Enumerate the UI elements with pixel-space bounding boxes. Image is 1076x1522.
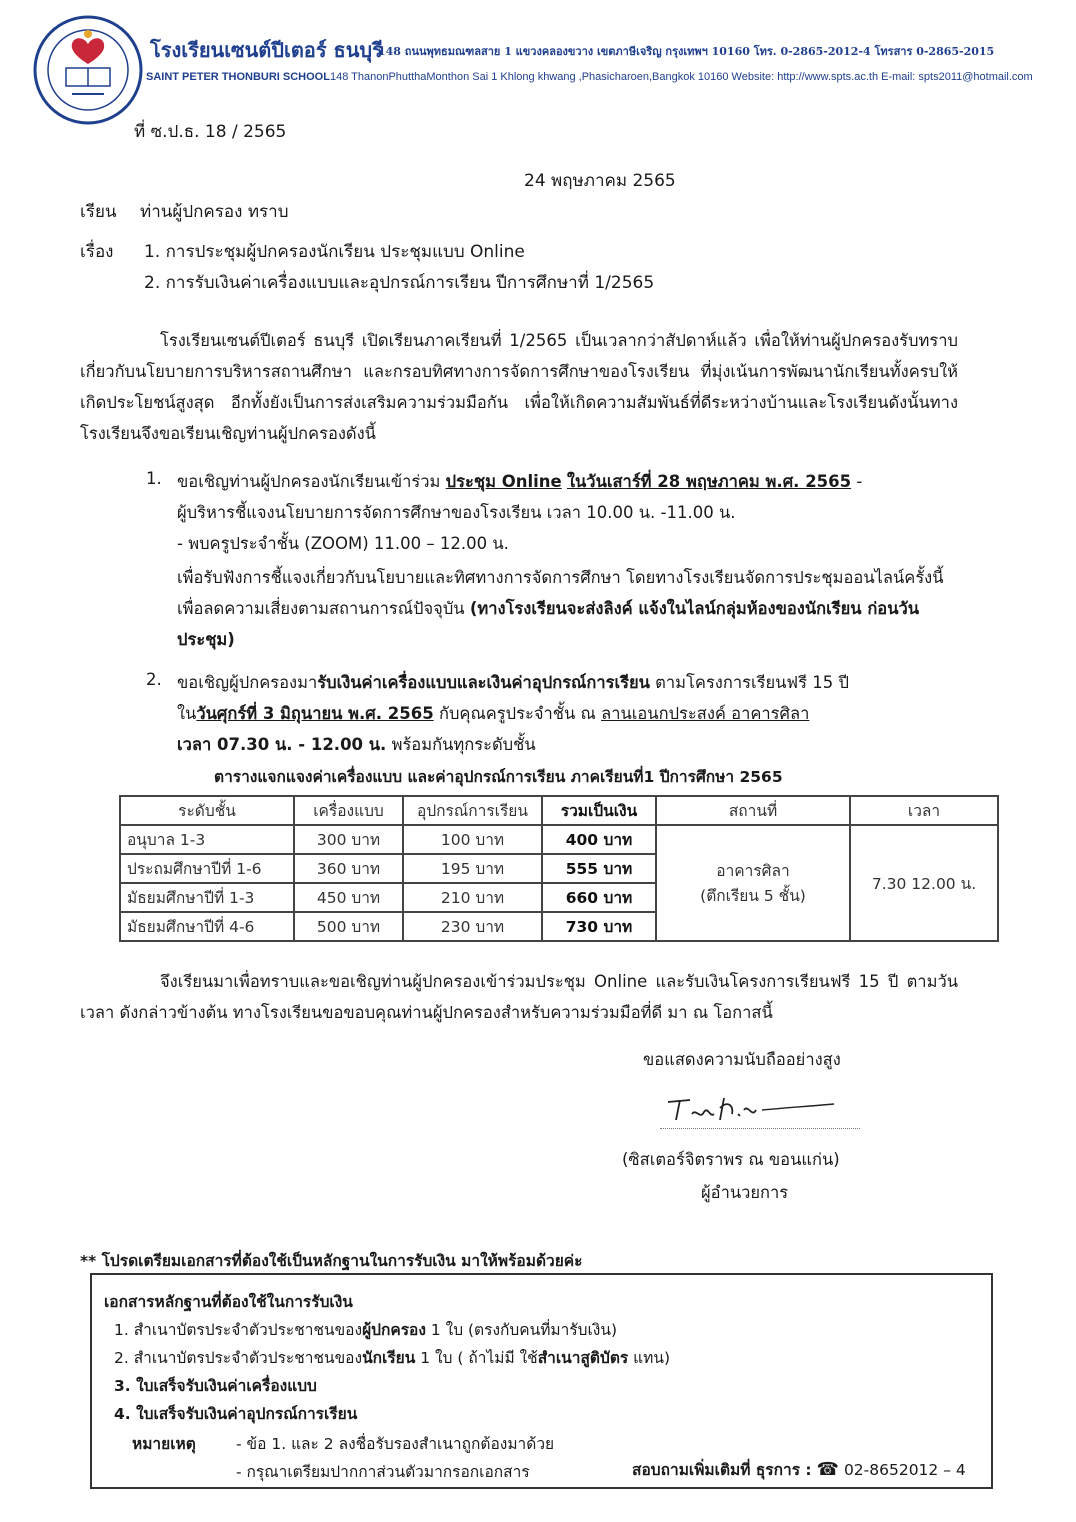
subject-label: เรื่อง [80,242,114,262]
table-header-row [120,796,998,825]
documents-box [90,1273,993,1489]
item1-text: ขอเชิญท่านผู้ปกครองนักเรียนเข้าร่วม [177,472,446,491]
to-label: เรียน [80,202,117,222]
contact-label: สอบถามเพิ่มเติมที่ ธุรการ : [632,1461,812,1479]
header-level: ระดับชั้น [120,796,294,825]
letter-ref: ที่ ซ.ป.ธ. 18 / 2565 [134,122,287,142]
item1-number: 1. [146,469,162,488]
item1-line5: เพื่อลดความเสี่ยงตามสถานการณ์ปัจจุบัน (ทางโรงเรียนจะส่งลิงค์ แจ้งในไลน์กลุ่มห้องของนักเรียน ก่อนวันประชุม) [177,599,920,649]
school-address-en: 148 ThanonPhutthaMonthon Sai 1 Khlong khwang ,Phasicharoen,Bangkok 10160 Website: http://www.spts.ac.th E-mail: spts2011@hotmail.com [329,71,1033,83]
table-row: ประถมศึกษาปีที่ 1-6 360 บาท 195 บาท 555 บาท [120,854,998,883]
item2-place: ลานเอนกประสงค์ อาคารศิลา [601,704,810,723]
time-cell: 7.30 12.00 น. [850,825,998,941]
subject-2: 2. การรับเงินค่าเครื่องแบบและอุปกรณ์การเรียน ปีการศึกษาที่ 1/2565 [144,273,655,293]
signature-line [660,1128,860,1129]
to-value: ท่านผู้ปกครอง ทราบ [140,202,289,222]
item1-line3: - พบครูประจำชั้น (ZOOM) 11.00 – 12.00 น. [177,534,509,553]
item2-number: 2. [146,670,162,689]
fees-table [119,795,999,942]
header-place: สถานที่ [656,796,850,825]
document-item-1: 1. สำเนาบัตรประจำตัวประชาชนของผู้ปกครอง 1 ใบ (ตรงกับคนที่มารับเงิน) [114,1321,618,1339]
phone-icon: ☎ [816,1459,839,1480]
contact-phone: 02-8652012 – 4 [843,1461,966,1479]
item2-time: เวลา 07.30 น. - 12.00 น. [177,735,387,754]
place-cell: อาคารศิลา (ตึกเรียน 5 ชั้น) [656,825,850,941]
item2-line1: ขอเชิญผู้ปกครองมารับเงินค่าเครื่องแบบและเงินค่าอุปกรณ์การเรียน ตามโครงการเรียนฟรี 15 ปี [177,673,849,692]
school-name-th: โรงเรียนเซนต์ปีเตอร์ ธนบุรี [150,38,383,62]
signer-title: ผู้อำนวยการ [701,1183,789,1202]
contact-info [632,1457,966,1482]
note-2: - กรุณาเตรียมปากกาส่วนตัวมากรอกเอกสาร [236,1463,530,1481]
item2-date: วันศุกร์ที่ 3 มิถุนายน พ.ศ. 2565 [196,704,434,723]
letter-date: 24 พฤษภาคม 2565 [524,171,676,191]
item1-meeting-date: ในวันเสาร์ที่ 28 พฤษภาคม พ.ศ. 2565 [566,472,852,491]
closing-text: จึงเรียนมาเพื่อทราบและขอเชิญท่านผู้ปกครองเข้าร่วมประชุม Online และรับเงินโครงการเรียนฟรี 15 ปี ตามวันเวลา ดังกล่าวข้างต้น ทางโรงเรียนขอขอบคุณท่านผู้ปกครองสำหรับความร่วมมือที่ดี มา ณ โอกาสนี้ [80,972,958,1022]
item2-line2: ในวันศุกร์ที่ 3 มิถุนายน พ.ศ. 2565 กับคุณครูประจำชั้น ณ ลานเอนกประสงค์ อาคารศิลา [177,704,810,723]
regards: ขอแสดงความนับถืออย่างสูง [643,1050,841,1069]
school-name-en: SAINT PETER THONBURI SCHOOL [146,71,330,83]
table-row: อนุบาล 1-3 300 บาท 100 บาท 400 บาท อาคารศิลา (ตึกเรียน 5 ชั้น) 7.30 12.00 น. [120,825,998,854]
item1-line4: เพื่อรับฟังการชี้แจงเกี่ยวกับนโยบายและทิศทางการจัดการศึกษา โดยทางโรงเรียนจัดการประชุมออนไลน์ครั้งนี้ [177,568,944,587]
subject-1: 1. การประชุมผู้ปกครองนักเรียน ประชุมแบบ Online [144,242,525,262]
table-title: ตารางแจกแจงค่าเครื่องแบบ และค่าอุปกรณ์การเรียน ภาคเรียนที่1 ปีการศึกษา 2565 [214,768,783,786]
item2-receive-money: รับเงินค่าเครื่องแบบและเงินค่าอุปกรณ์การเรียน [317,673,650,692]
school-logo [32,14,144,126]
note-1: - ข้อ 1. และ 2 ลงชื่อรับรองสำเนาถูกต้องมาด้วย [236,1435,555,1453]
table-row: มัธยมศึกษาปีที่ 1-3 450 บาท 210 บาท 660 บาท [120,883,998,912]
item1-link-note: (ทางโรงเรียนจะส่งลิงค์ แจ้งในไลน์กลุ่มห้องของนักเรียน ก่อนวันประชุม) [177,599,920,649]
school-address-th: 148 ถนนพุทธมณฑลสาย 1 แขวงคลองขวาง เขตภาษีเจริญ กรุงเทพฯ 10160 โทร. 0-2865-2012-4 โทรสาร 0-2865-2015 [378,45,995,58]
intro-text: โรงเรียนเซนต์ปีเตอร์ ธนบุรี เปิดเรียนภาคเรียนที่ 1/2565 เป็นเวลากว่าสัปดาห์แล้ว เพื่อให้ท่านผู้ปกครองรับทราบเกี่ยวกับนโยบายการบริหารสถานศึกษา และกรอบทิศทางการจัดการศึกษาของโรงเรียน ที่มุ่งเน้นการพัฒนานักเรียนทั้งครบให้เกิดประโยชน์สูงสุด อีกทั้งยังเป็นการส่งเสริมความร่วมมือกัน เพื่อให้เกิดความสัมพันธ์ที่ดีระหว่างบ้านและโรงเรียนดังนั้นทางโรงเรียนจึงขอเรียนเชิญท่านผู้ปกครองดังนี้ [80,331,958,443]
header-supplies: อุปกรณ์การเรียน [403,796,542,825]
header-total: รวมเป็นเงิน [542,796,656,825]
closing-paragraph [80,966,958,1028]
signer-name: (ซิสเตอร์จิตราพร ณ ขอนแก่น) [622,1150,840,1169]
note-label: หมายเหตุ [132,1435,196,1453]
table-row: มัธยมศึกษาปีที่ 4-6 500 บาท 230 บาท 730 บาท [120,912,998,941]
document-item-4: 4. ใบเสร็จรับเงินค่าอุปกรณ์การเรียน [114,1405,358,1423]
document-item-2: 2. สำเนาบัตรประจำตัวประชาชนของนักเรียน 1 ใบ ( ถ้าไม่มี ใช้สำเนาสูติบัตร แทน) [114,1349,671,1367]
item2-line3: เวลา 07.30 น. - 12.00 น. พร้อมกันทุกระดับชั้น [177,735,536,754]
document-item-3: 3. ใบเสร็จรับเงินค่าเครื่องแบบ [114,1377,317,1395]
header-uniform: เครื่องแบบ [294,796,403,825]
documents-box-title: เอกสารหลักฐานที่ต้องใช้ในการรับเงิน [104,1293,353,1311]
item1-paragraph [177,562,958,655]
intro-paragraph [80,325,958,449]
documents-notice: ** โปรดเตรียมเอกสารที่ต้องใช้เป็นหลักฐานในการรับเงิน มาให้พร้อมด้วยค่ะ [80,1252,583,1270]
item1-meeting: ประชุม Online [445,472,562,491]
school-header-en [146,71,1033,83]
item1-line2: ผู้บริหารชี้แจงนโยบายการจัดการศึกษาของโรงเรียน เวลา 10.00 น. -11.00 น. [177,503,736,522]
item1-dash: - [851,472,863,491]
item1-line1 [177,469,862,495]
header-time: เวลา [850,796,998,825]
